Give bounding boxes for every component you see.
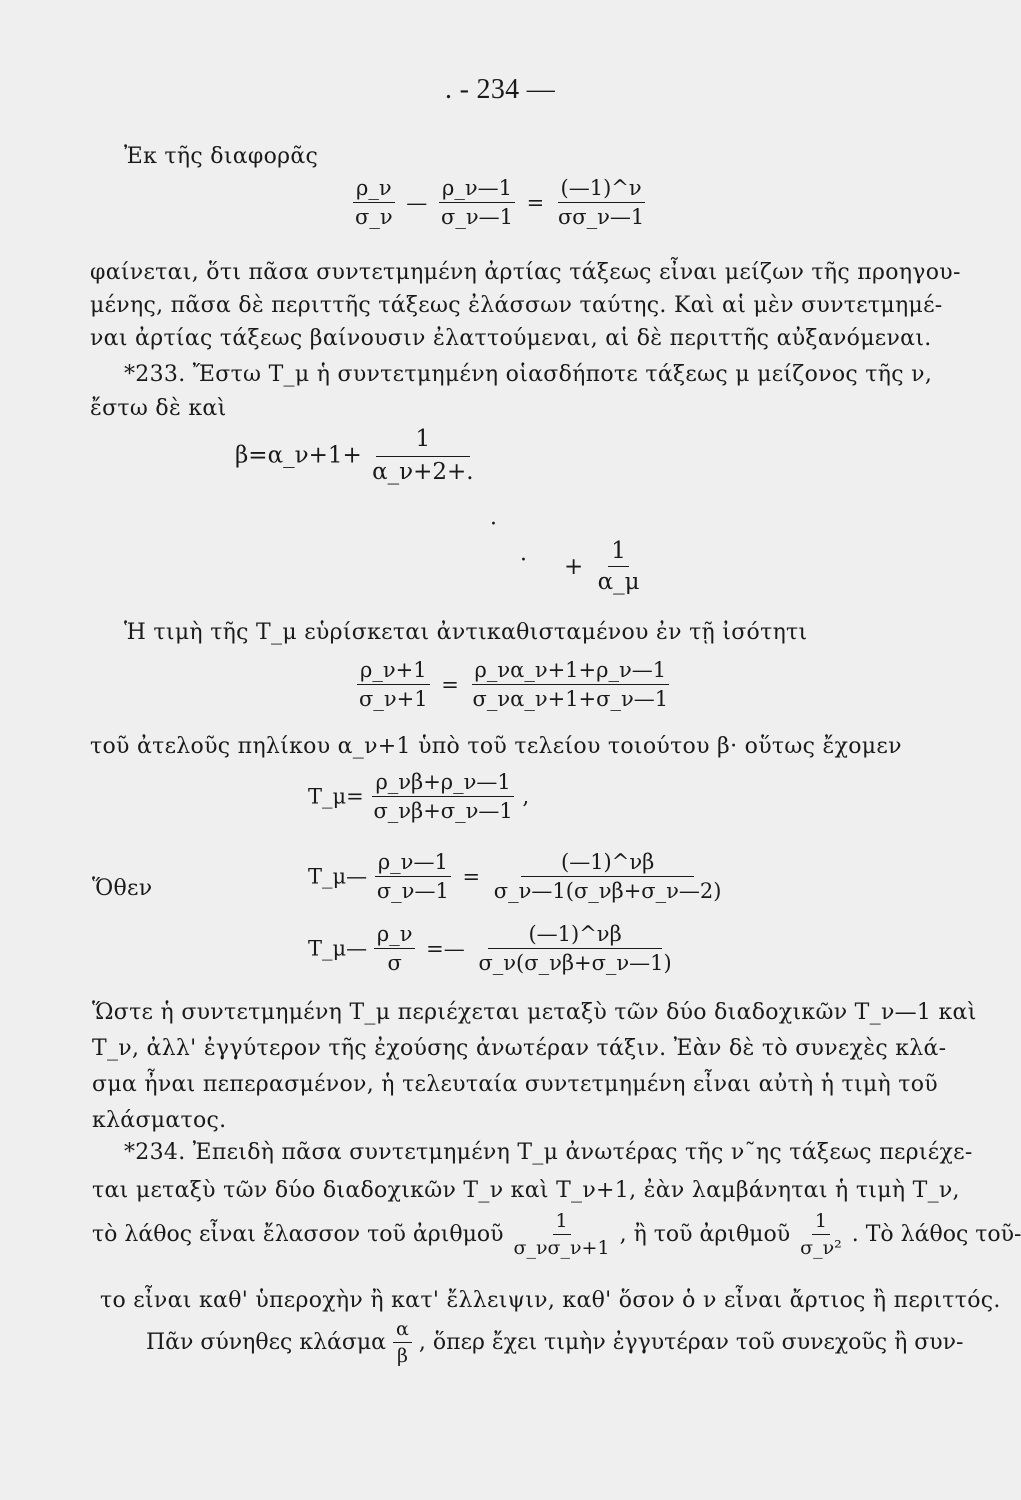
text-line: ἔστω δὲ καὶ (90, 396, 227, 421)
frac-numerator: ρ_ν+1 (357, 658, 430, 685)
frac-denominator: σ_να_ν+1+σ_ν—1 (472, 687, 669, 711)
plus-sign: + (564, 553, 584, 580)
frac-denominator: σ_ν—1 (376, 879, 449, 903)
section-233-heading: *233. Ἔστω T_μ ἡ συντετμημένη οἱασδήποτε τάξεως μ μείζονος τῆς ν, (124, 362, 933, 387)
text-segment: . Τὸ λάθος τοῦ- (851, 1222, 1021, 1247)
frac-denominator: α_ν+2+. (372, 459, 474, 485)
text-line: σμα ἦναι πεπερασμένον, ἡ τελευταία συντετμημένη εἶναι αὐτὴ ἡ τιμὴ τοῦ (92, 1072, 938, 1097)
text-line: T_ν, ἀλλ' ἐγγύτερον τῆς ἐχούσης ἀνωτέραν τάξιν. Ἐὰν δὲ τὸ συνεχὲς κλά- (92, 1036, 947, 1061)
equation-comma: , (522, 784, 530, 809)
dot: · (490, 512, 498, 537)
text-segment: , ἢ τοῦ ἀριθμοῦ (619, 1222, 791, 1247)
dot: · (520, 548, 528, 573)
text-segment: , ὅπερ ἔχει τιμὴν ἐγγυτέραν τοῦ συνεχοῦς ἢ συν- (418, 1330, 964, 1355)
frac-denominator: σ_ν—1 (440, 205, 513, 229)
page-number: . - 234 — (445, 74, 556, 105)
frac-denominator: σσ_ν—1 (557, 205, 645, 229)
frac-numerator: 1 (553, 1210, 571, 1235)
text-line: φαίνεται, ὅτι πᾶσα συντετμημένη ἀρτίας τάξεως εἶναι μείζων τῆς προηγου- (90, 260, 961, 285)
equation-lhs: T_μ— (308, 936, 368, 961)
equation-identity: $\frac{\rho\_\nu+1}{\sigma\_\nu+1}$ = $\frac{\rho\_\nu\alpha\_\nu+1+\rho\_\nu—1}{\sigma\_\nu\alpha\_\nu+1+\sigma\_\nu—1}$ (356, 658, 671, 711)
equation-difference: $\frac{\rho\_\nu}{\sigma\_\nu}$ — $\frac{\rho\_\nu—1}{\sigma\_\nu—1}$ = $\frac{(—1)\^{}\nu}{\sigma\sigma\_\nu—1}$ (352, 176, 647, 229)
frac-denominator: β (396, 1345, 408, 1367)
equation-lhs: β=α_ν+1+ (235, 442, 362, 469)
frac-numerator: (—1)^νβ (521, 850, 694, 877)
frac-denominator: σ (387, 951, 402, 975)
frac-numerator: ρ_ν (374, 922, 416, 949)
text-line: Ἐκ τῆς διαφορᾶς (124, 144, 319, 169)
equation-T-mu (308, 770, 529, 823)
frac-numerator: (—1)^ν (558, 176, 645, 203)
frac-numerator: α (393, 1318, 412, 1343)
text-segment: Πᾶν σύνηθες κλάσμα (146, 1330, 387, 1355)
frac-denominator: σ_νβ+σ_ν—1 (373, 799, 513, 823)
equation-difference-1: T_μ— $\frac{\rho\_\nu—1}{\sigma\_\nu—1}$ = $\frac{(—1)\^{}\nu\beta}{\sigma\_\nu—1(\sigma\_\nu\beta+\sigma\_\nu—2)}$ (308, 850, 724, 903)
equation-difference-2: T_μ— $\frac{\rho\_\nu}{\sigma}$ =— $\frac{(—1)\^{}\nu\beta}{\sigma\_\nu(\sigma\_\nu\beta+\sigma\_\nu—1)}$ (308, 922, 675, 975)
frac-numerator: ρ_να_ν+1+ρ_ν—1 (472, 658, 670, 685)
text-line: ται μεταξὺ τῶν δύο διαδοχικῶν T_ν καὶ T_ν+1, ἐὰν λαμβάνηται ἡ τιμὴ T_ν, (92, 1178, 960, 1203)
frac-numerator: 1 (376, 426, 471, 457)
text-line: Ὥστε ἡ συντετμημένη T_μ περιέχεται μεταξὺ τῶν δύο διαδοχικῶν T_ν—1 καὶ (92, 1000, 977, 1025)
frac-numerator: 1 (608, 538, 629, 567)
section-234-heading: *234. Ἐπειδὴ πᾶσα συντετμημένη T_μ ἀνωτέρας τῆς ν῀ης τάξεως περιέχε- (124, 1140, 973, 1165)
frac-denominator: σ_ν² (800, 1237, 842, 1259)
text-line: το εἶναι καθ' ὑπεροχὴν ἢ κατ' ἔλλειψιν, καθ' ὅσον ὁ ν εἶναι ἄρτιος ἢ περιττός. (100, 1288, 1001, 1313)
equation-lhs: T_μ— (308, 864, 368, 889)
equation-beta (235, 426, 477, 485)
frac-numerator: ρ_νβ+ρ_ν—1 (372, 770, 513, 797)
text-line: Ὅθεν (92, 876, 153, 901)
frac-numerator: ρ_ν (353, 176, 395, 203)
frac-numerator: ρ_ν—1 (375, 850, 451, 877)
frac-denominator: σ_ν (355, 205, 393, 229)
frac-numerator: 1 (812, 1210, 830, 1235)
frac-numerator: ρ_ν—1 (439, 176, 515, 203)
text-line: τοῦ ἀτελοῦς πηλίκου α_ν+1 ὑπὸ τοῦ τελείου τοιούτου β· οὕτως ἔχομεν (90, 734, 902, 759)
text-segment: τὸ λάθος εἶναι ἔλασσον τοῦ ἀριθμοῦ (92, 1222, 504, 1247)
text-line-with-fractions (92, 1210, 1021, 1259)
frac-denominator: σ_ν+1 (359, 687, 428, 711)
text-line: μένης, πᾶσα δὲ περιττῆς τάξεως ἐλάσσων ταύτης. Καὶ αἱ μὲν συντετμημέ- (90, 293, 943, 318)
text-line: ναι ἀρτίας τάξεως βαίνουσιν ἐλαττούμεναι, αἱ δὲ περιττῆς αὐξανόμεναι. (90, 326, 932, 351)
frac-denominator: α_μ (597, 569, 640, 595)
frac-denominator: σ_ν—1(σ_νβ+σ_ν—2) (493, 879, 722, 903)
frac-numerator: (—1)^νβ (488, 922, 661, 949)
text-line: κλάσματος. (92, 1108, 227, 1133)
text-line-with-fraction (146, 1318, 964, 1367)
text-line: Ἡ τιμὴ τῆς T_μ εὑρίσκεται ἀντικαθισταμένου ἐν τῇ ἰσότητι (124, 620, 808, 645)
equation-tail (560, 538, 643, 595)
frac-denominator: σ_νσ_ν+1 (513, 1237, 610, 1259)
frac-denominator: σ_ν(σ_νβ+σ_ν—1) (478, 951, 672, 975)
equation-lhs: T_μ= (308, 784, 364, 809)
